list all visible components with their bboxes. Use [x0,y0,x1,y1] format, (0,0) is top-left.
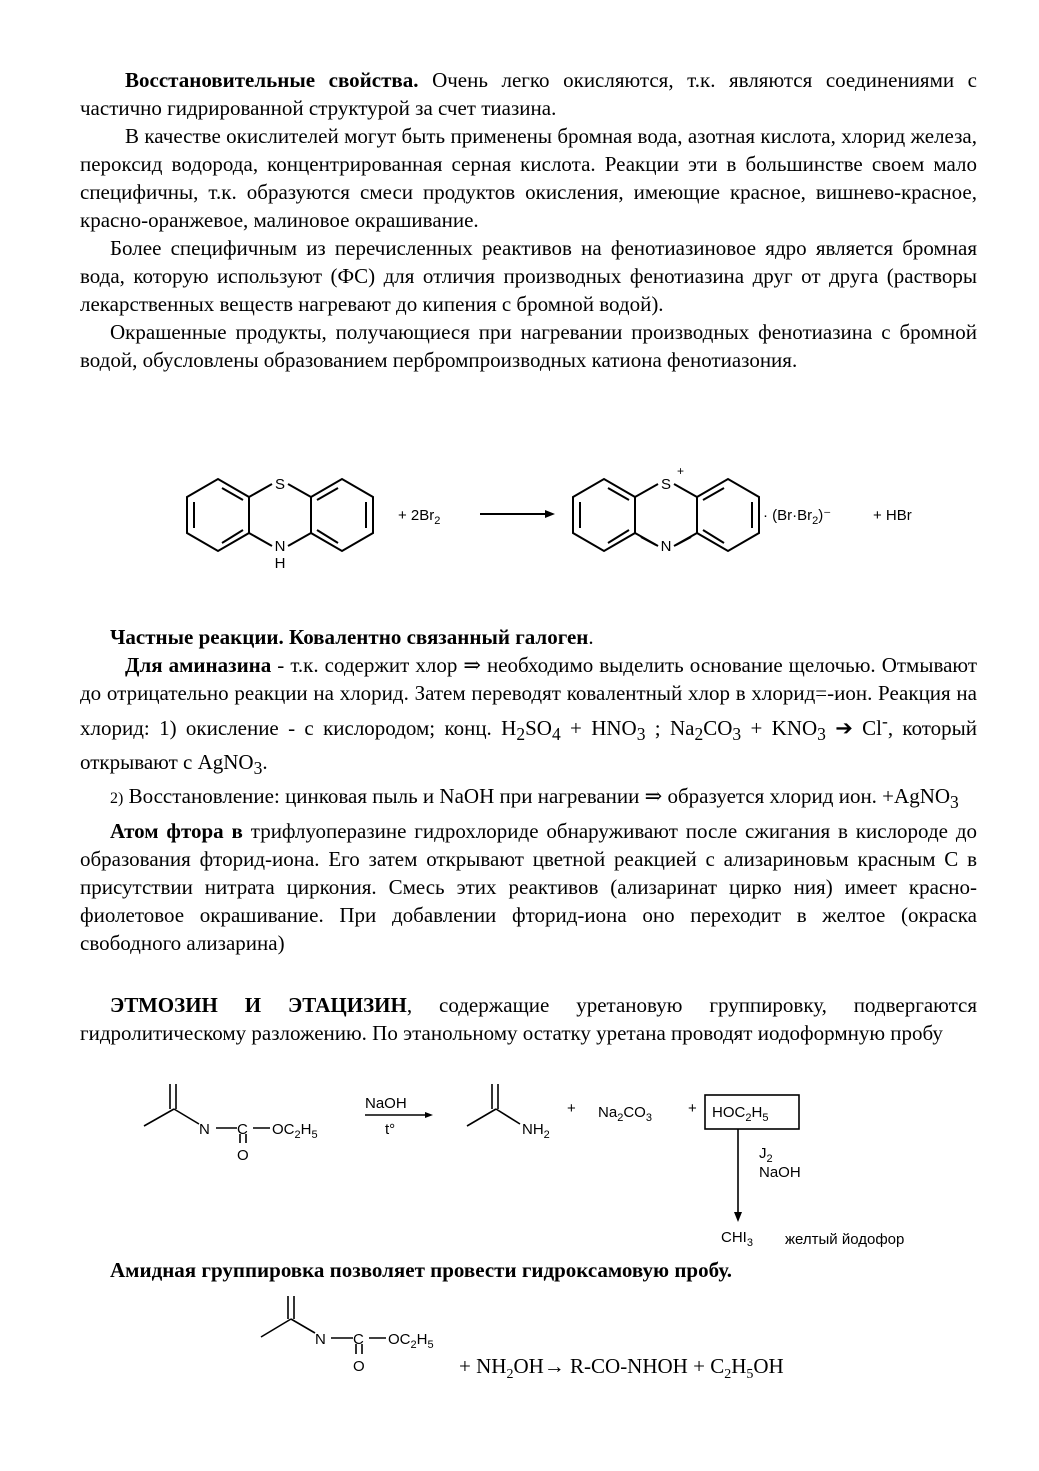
paragraph-etmozin: ЭТМОЗИН И ЭТАЦИЗИН, содержащие уретановую группировку, подвергаются гидролитическому разложению. По этанольному остатку уретана проводят иодоформную пробу [80,993,977,1045]
paragraph-colored-products: Окрашенные продукты, получающиеся при нагревании производных фенотиазина с бромной водой, обусловлены образованием пербромпроизводных катиона фенотиазония. [80,320,977,372]
phenothiazine-oxidation-scheme [0,455,1039,585]
scheme2-naoh: NaOH [365,1095,407,1112]
paragraph-oxidizers: В качестве окислителей могут быть применены бромная вода, азотная кислота, хлорид железа, пероксид водорода, концентрированная серная кислота. Реакции эти в большинстве своем мало специфичны, т.к. образуются смеси продуктов окисления, имеющие красное, вишнево-красное, красно-оранжевое, малиновое окрашивание. [80,124,977,232]
heading-reducing: Восстановительные свойства. [125,68,419,92]
paragraph-aminazine: Для аминазина - т.к. содержит хлор ⇒ необходимо выделить основание щелочью. Отмывают до отрицательно реакции на хлорид. Затем переводят ковалентный хлор в хлорид=-ион. Реакция на хлорид: 1) окисление - с кислородом; конц. $H_2SO_4 + HNO_3$ ; $Na_2CO_3 + KNO_3$ ➔ Cl-, который открывают с AgNO$_3$. [80,653,978,779]
scheme2-naoh2: NaOH [759,1164,801,1181]
scheme3-oc2h5: $OC_2H_5$ [388,1331,434,1351]
hydrogen-label-left: H [274,555,286,572]
etmozin-section [80,991,977,1047]
sulfur-label-left: S [274,476,286,493]
scheme2-carbonyl-o: O [237,1147,249,1164]
aminazine-bold: Для аминазина [125,653,272,677]
paragraph-reduction: 2) Восстановление: цинковая пыль и NaOH при нагревании ⇒ образуется хлорид ион. +AgNO$_3$ [110,784,959,813]
hydroxamic-equation: + $NH_2OH\to$ R-CO-NHOH + $C_2H_5OH$ [459,1354,784,1382]
amide-section [80,1256,977,1284]
scheme2-nh2: $NH_2$ [522,1121,550,1141]
scheme2-chi3: $CHI_3$ [721,1229,753,1249]
heading-partial-reactions: Частные реакции. Ковалентно связанный галоген. [110,625,594,649]
scheme2-na2co3: $Na_2CO_3$ [598,1104,652,1124]
scheme2-iodine: $J_2$ [759,1145,773,1165]
sulfur-charge: + [677,464,685,478]
paragraph-fluorine: Атом фтора в трифлуоперазине гидрохлориде обнаруживают после сжигания в кислороде до образования фторид-иона. Его затем открывают цветной реакцией с ализариновьм красным С в присутствии нитрата циркония. Смесь этих реактивов (ализаринат цирко ния) имеет красно-фиолетовое окрашивание. При добавлении фторид-иона оно переходит в желтое (окраска свободного ализарина) [80,818,977,955]
chloride-formula: $H_2SO_4 + HNO_3$ ; $Na_2CO_3 + KNO_3$ ➔ Cl-, который открывают с AgNO$_3$. [80,711,978,779]
nitrogen-label-left: N [274,538,286,555]
scheme2-heat: t° [385,1121,396,1138]
paragraph-reducing: Восстановительные свойства. Очень легко окисляются, т.к. являются соединениями с частично гидрированной структурой за счет тиазина. [80,68,978,120]
reagent-bromine: + $2Br_2$ [398,507,441,527]
anion-label: · $(Br\cdot Br_2)^-$ [763,507,832,527]
etmozin-bold: ЭТМОЗИН И ЭТАЦИЗИН [110,993,407,1017]
scheme2-c: C [237,1121,248,1138]
scheme2-plus2: + [688,1100,697,1117]
hydroxamic-test-scheme [0,1290,1039,1400]
scheme2-n: N [199,1121,210,1138]
scheme3-n: N [315,1331,326,1348]
fluorine-bold: Атом фтора в [110,818,243,843]
hbr-product: + HBr [873,507,912,524]
partial-reactions-section [80,623,977,957]
sulfur-label-right: S [660,476,672,493]
scheme2-oc2h5: $OC_2H_5$ [272,1121,318,1141]
scheme3-c: C [353,1331,364,1348]
urethane-hydrolysis-scheme [0,1080,1039,1250]
heading-amide: Амидная группировка позволяет провести гидроксамовую пробу. [110,1258,732,1282]
scheme2-yellow-iodoform: желтый йодофор [785,1231,905,1248]
scheme2-plus1: + [567,1100,576,1117]
reducing-properties-section [80,66,977,374]
paragraph-bromine-water: Более специфичным из перечисленных реактивов на фенотиазиновое ядро является бромная вода, которую используют (ФС) для отличия производных фенотиазина друг от друга (растворы лекарственных веществ нагревают до кипения с бромной водой). [80,236,977,316]
scheme2-ethanol: $HOC_2H_5$ [712,1104,769,1124]
nitrogen-label-right: N [660,538,672,555]
scheme3-carbonyl-o: O [353,1358,365,1375]
